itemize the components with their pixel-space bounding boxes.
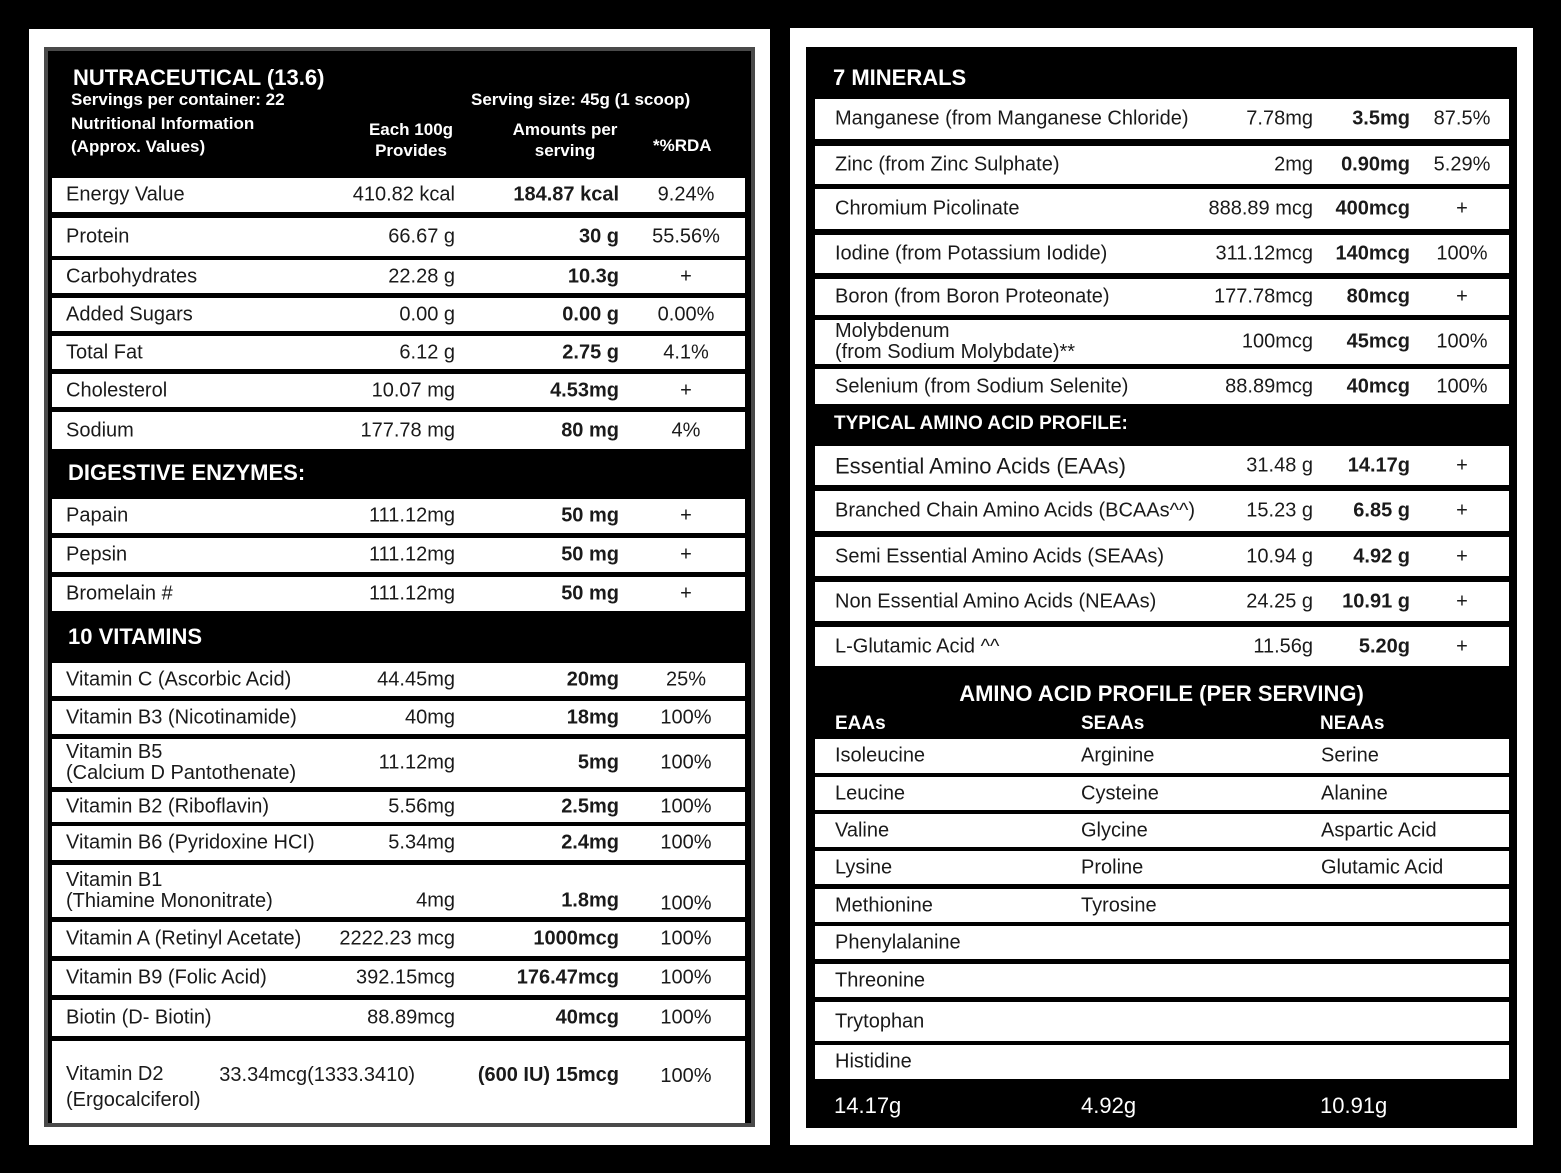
row-name: Papain <box>66 504 129 527</box>
row-per-100g: 6.12 g <box>399 341 455 363</box>
row-per-100g: 33.34mcg(1333.3410) <box>219 1064 415 1086</box>
row-per-100g: 410.82 kcal <box>352 183 455 206</box>
row-per-100g: 10.07 mg <box>371 379 455 401</box>
table-row <box>815 369 1509 404</box>
table-row <box>815 446 1509 485</box>
table-row <box>815 777 1509 810</box>
row-rda: + <box>1456 590 1468 612</box>
row-rda: + <box>1456 454 1468 476</box>
row-per-100g: 10.94 g <box>1246 545 1313 567</box>
row-per-100g: 24.25 g <box>1246 590 1313 612</box>
table-row <box>815 851 1509 884</box>
neaa-cell: Serine <box>1321 744 1379 767</box>
table-row <box>815 889 1509 922</box>
row-name <box>66 870 273 912</box>
eaa-cell: Threonine <box>835 969 926 991</box>
row-per-serving: 80mcg <box>1346 285 1410 308</box>
section-header-enzymes <box>52 453 745 493</box>
seaa-cell: Tyrosine <box>1081 894 1157 916</box>
row-name: Vitamin C (Ascorbic Acid) <box>66 668 292 690</box>
typical-amino-title: TYPICAL AMINO ACID PROFILE: <box>834 413 1128 434</box>
table-row <box>52 178 745 212</box>
row-per-serving: 80 mg <box>561 419 619 441</box>
row-name: Biotin (D- Biotin) <box>66 1006 212 1029</box>
row-name: Selenium (from Sodium Selenite) <box>835 375 1129 397</box>
row-name: Manganese (from Manganese Chloride) <box>835 107 1189 130</box>
nutritional-info-label: Nutritional Information <box>71 114 255 133</box>
row-per-100g: 88.89mcg <box>367 1006 455 1029</box>
serving-size: Serving size: 45g (1 scoop) <box>471 90 691 109</box>
table-row <box>815 739 1509 773</box>
eaa-cell: Histidine <box>835 1050 912 1073</box>
row-name: Vitamin B9 (Folic Acid) <box>66 966 267 989</box>
neaa-cell: Glutamic Acid <box>1321 856 1444 878</box>
col-seaas-header: SEAAs <box>1081 713 1145 734</box>
seaa-cell: Glycine <box>1081 819 1148 841</box>
row-name: Protein <box>66 225 130 248</box>
row-per-serving: 40mcg <box>555 1006 619 1029</box>
col-per-100g-header <box>356 119 466 161</box>
table-row <box>52 663 745 696</box>
row-rda: 100% <box>660 751 712 774</box>
section-title: DIGESTIVE ENZYMES: <box>68 460 306 485</box>
col-neaas-header: NEAAs <box>1320 713 1385 734</box>
row-rda: + <box>1456 499 1468 522</box>
nutrition-panel <box>44 47 755 1127</box>
row-name: Vitamin D2 <box>66 1063 164 1085</box>
row-name: Non Essential Amino Acids (NEAAs) <box>835 590 1157 612</box>
total-neaas: 10.91g <box>1320 1093 1388 1118</box>
row-name <box>66 742 296 784</box>
row-per-serving: 14.17g <box>1347 454 1410 476</box>
row-per-serving: (600 IU) 15mcg <box>477 1064 619 1086</box>
row-per-serving: 0.90mg <box>1341 153 1410 176</box>
row-per-serving: 0.00 g <box>562 303 619 325</box>
table-row <box>52 499 745 533</box>
table-row <box>815 279 1509 315</box>
col-serving-line1: Amounts per <box>512 120 618 139</box>
row-per-100g: 22.28 g <box>388 265 455 287</box>
row-name: Semi Essential Amino Acids (SEAAs) <box>835 545 1165 567</box>
row-per-serving: 5.20g <box>1358 635 1410 657</box>
row-name: Bromelain # <box>66 582 173 605</box>
row-name-line1: Vitamin B1 <box>66 869 163 891</box>
row-name-line2: (Ergocalciferol) <box>66 1089 201 1111</box>
row-name: Carbohydrates <box>66 265 198 287</box>
row-per-100g: 66.67 g <box>388 225 455 248</box>
table-row <box>52 374 745 407</box>
row-per-serving: 50 mg <box>561 543 619 566</box>
eaa-cell: Methionine <box>835 894 933 916</box>
row-per-serving: 30 g <box>578 225 619 248</box>
row-rda: 100% <box>1436 375 1488 397</box>
col-eaas-header: EAAs <box>835 713 886 734</box>
row-rda: 100% <box>660 1006 712 1029</box>
row-per-100g: 11.56g <box>1253 635 1313 657</box>
row-rda: + <box>680 582 692 605</box>
row-per-100g: 88.89mcg <box>1225 375 1313 397</box>
nutrition-title: NUTRACEUTICAL (13.6) <box>73 65 325 90</box>
row-rda: 0.00% <box>657 303 715 325</box>
table-row <box>52 792 745 822</box>
table-row <box>815 537 1509 576</box>
row-per-100g: 11.12mg <box>378 751 455 774</box>
row-rda: 100% <box>660 892 712 915</box>
table-row <box>52 961 745 995</box>
eaa-cell: Valine <box>835 819 890 841</box>
approx-values-label: (Approx. Values) <box>71 137 206 156</box>
eaa-cell: Leucine <box>835 782 906 804</box>
row-rda: 4.1% <box>663 341 709 363</box>
row-name: Pepsin <box>66 543 128 566</box>
row-per-serving: 4.92 g <box>1353 545 1410 567</box>
row-per-serving: 2.75 g <box>562 341 619 363</box>
row-per-serving: 20mg <box>566 668 619 690</box>
row-rda: 100% <box>660 795 712 818</box>
row-rda: + <box>1456 545 1468 567</box>
eaa-cell: Phenylalanine <box>835 931 961 953</box>
row-per-serving: 45mcg <box>1346 330 1410 353</box>
row-per-100g: 7.78mg <box>1246 107 1313 130</box>
table-row <box>52 577 745 611</box>
row-name <box>835 321 1075 363</box>
table-row <box>52 922 745 956</box>
row-per-100g: 311.12mcg <box>1215 242 1313 265</box>
total-eaas: 14.17g <box>834 1093 902 1118</box>
amino-profile-title: AMINO ACID PROFILE (PER SERVING) <box>959 681 1364 706</box>
seaa-cell: Cysteine <box>1081 782 1159 804</box>
row-per-100g: 2222.23 mcg <box>339 927 455 950</box>
table-row <box>52 1000 745 1036</box>
section-header-vitamins <box>52 617 745 657</box>
row-per-serving: 176.47mcg <box>516 966 619 989</box>
row-rda: 100% <box>660 1065 712 1087</box>
col-rda-header: *%RDA <box>653 136 712 155</box>
table-row <box>815 814 1509 847</box>
row-per-serving: 1000mcg <box>533 927 619 950</box>
row-per-serving: 50 mg <box>561 582 619 605</box>
row-per-100g: 5.34mg <box>388 831 455 854</box>
table-row <box>52 412 745 449</box>
seaa-cell: Arginine <box>1081 744 1155 767</box>
table-row <box>815 235 1509 273</box>
eaa-cell: Isoleucine <box>835 744 926 767</box>
row-rda: 5.29% <box>1433 153 1491 176</box>
neaa-cell: Alanine <box>1321 782 1388 804</box>
table-row <box>52 865 745 917</box>
row-rda: 100% <box>1436 242 1488 265</box>
row-rda: 100% <box>1436 330 1488 353</box>
row-per-100g: 111.12mg <box>369 582 455 605</box>
row-name: Vitamin B3 (Nicotinamide) <box>66 706 297 728</box>
row-name: Sodium <box>66 419 134 441</box>
table-row <box>815 964 1509 997</box>
row-per-100g: 111.12mg <box>369 504 455 527</box>
row-per-100g: 0.00 g <box>399 303 455 325</box>
servings-per-container: Servings per container: 22 <box>71 90 285 109</box>
row-per-serving: 2.5mg <box>561 795 619 818</box>
row-name: Cholesterol <box>66 379 168 401</box>
col-per-100g-line2: Provides <box>375 141 447 160</box>
row-per-serving: 1.8mg <box>561 889 619 912</box>
row-rda: + <box>1456 285 1468 308</box>
row-per-100g: 15.23 g <box>1246 499 1313 522</box>
table-row <box>52 1041 745 1123</box>
row-per-100g: 44.45mg <box>377 668 455 690</box>
minerals-title: 7 MINERALS <box>833 65 967 90</box>
row-name-line1: Molybdenum <box>835 320 950 342</box>
right-label-card <box>790 28 1533 1145</box>
row-per-100g: 392.15mcg <box>356 966 455 989</box>
table-row <box>52 298 745 331</box>
row-name: L-Glutamic Acid ^^ <box>835 635 1000 657</box>
row-rda: + <box>1456 635 1468 657</box>
row-rda: 100% <box>660 966 712 989</box>
col-serving-line2: serving <box>534 141 596 160</box>
row-name: Total Fat <box>66 341 143 363</box>
col-per-100g-line1: Each 100g <box>368 120 454 139</box>
row-per-serving: 184.87 kcal <box>513 183 619 206</box>
row-per-100g: 177.78mcg <box>1214 285 1313 308</box>
table-row <box>52 336 745 369</box>
table-row <box>815 926 1509 959</box>
table-row <box>52 739 745 787</box>
row-per-serving: 6.85 g <box>1353 499 1410 522</box>
row-rda: 87.5% <box>1433 107 1491 130</box>
row-per-100g: 4mg <box>416 889 455 912</box>
row-name: Chromium Picolinate <box>835 197 1020 220</box>
left-label-card <box>29 29 770 1145</box>
row-rda: + <box>680 543 692 566</box>
row-per-serving: 400mcg <box>1335 197 1410 220</box>
row-per-100g: 100mcg <box>1241 330 1313 353</box>
col-serving-header <box>500 119 630 161</box>
total-seaas: 4.92g <box>1081 1093 1137 1118</box>
row-name: Vitamin B6 (Pyridoxine HCI) <box>66 831 315 854</box>
row-rda: 100% <box>660 927 712 950</box>
row-rda: + <box>680 265 692 287</box>
row-name-line2: (Thiamine Mononitrate) <box>66 890 273 912</box>
row-per-100g: 888.89 mcg <box>1208 197 1313 220</box>
table-row <box>52 701 745 734</box>
row-rda: + <box>1456 197 1468 220</box>
row-per-serving: 10.91 g <box>1342 590 1410 612</box>
table-row <box>815 491 1509 531</box>
row-per-serving: 10.3g <box>567 265 619 287</box>
row-per-100g: 5.56mg <box>388 795 455 818</box>
eaa-cell: Trytophan <box>835 1010 925 1032</box>
row-name: Vitamin B2 (Riboflavin) <box>66 795 270 818</box>
table-row <box>52 260 745 293</box>
row-name: Added Sugars <box>66 303 193 325</box>
minerals-panel <box>806 47 1517 1128</box>
row-name: Iodine (from Potassium Iodide) <box>835 242 1108 265</box>
row-rda: 55.56% <box>652 225 720 248</box>
row-per-serving: 2.4mg <box>561 831 619 854</box>
row-name: Energy Value <box>66 183 185 206</box>
row-rda: 4% <box>671 419 701 441</box>
section-title: 10 VITAMINS <box>68 624 203 649</box>
row-rda: 9.24% <box>657 183 715 206</box>
neaa-cell: Aspartic Acid <box>1321 819 1437 841</box>
row-name: Boron (from Boron Proteonate) <box>835 285 1110 308</box>
row-name: Zinc (from Zinc Sulphate) <box>835 153 1060 176</box>
row-per-100g: 40mg <box>404 706 455 728</box>
row-per-serving: 4.53mg <box>550 379 619 401</box>
seaa-cell: Proline <box>1081 856 1144 878</box>
row-per-serving: 140mcg <box>1335 242 1410 265</box>
table-row <box>815 1045 1509 1079</box>
row-name: Vitamin A (Retinyl Acetate) <box>66 927 302 950</box>
table-row <box>815 189 1509 229</box>
row-rda: + <box>680 379 692 401</box>
row-name: Essential Amino Acids (EAAs) <box>835 453 1127 478</box>
row-name-line2: (from Sodium Molybdate)** <box>835 341 1076 363</box>
row-name-line1: Vitamin B5 <box>66 741 163 763</box>
row-rda: + <box>680 504 692 527</box>
row-per-serving: 3.5mg <box>1352 107 1410 130</box>
table-row <box>52 826 745 860</box>
row-name: Branched Chain Amino Acids (BCAAs^^) <box>835 499 1196 522</box>
table-row <box>815 99 1509 139</box>
table-row <box>52 538 745 572</box>
table-row <box>815 627 1509 666</box>
row-rda: 25% <box>665 668 707 690</box>
row-per-100g: 111.12mg <box>369 543 455 566</box>
row-per-100g: 2mg <box>1274 153 1313 176</box>
row-name-line2: (Calcium D Pantothenate) <box>66 762 297 784</box>
row-rda: 100% <box>660 706 712 728</box>
row-per-100g: 31.48 g <box>1246 454 1313 476</box>
row-per-serving: 5mg <box>577 751 619 774</box>
row-per-100g: 177.78 mg <box>360 419 455 441</box>
table-row <box>815 320 1509 364</box>
table-row <box>52 218 745 256</box>
row-per-serving: 40mcg <box>1346 375 1410 397</box>
table-row <box>815 146 1509 184</box>
table-row <box>815 582 1509 621</box>
eaa-cell: Lysine <box>835 856 893 878</box>
table-row <box>815 1002 1509 1041</box>
row-rda: 100% <box>660 831 712 854</box>
row-per-serving: 18mg <box>566 706 619 728</box>
row-per-serving: 50 mg <box>561 504 619 527</box>
